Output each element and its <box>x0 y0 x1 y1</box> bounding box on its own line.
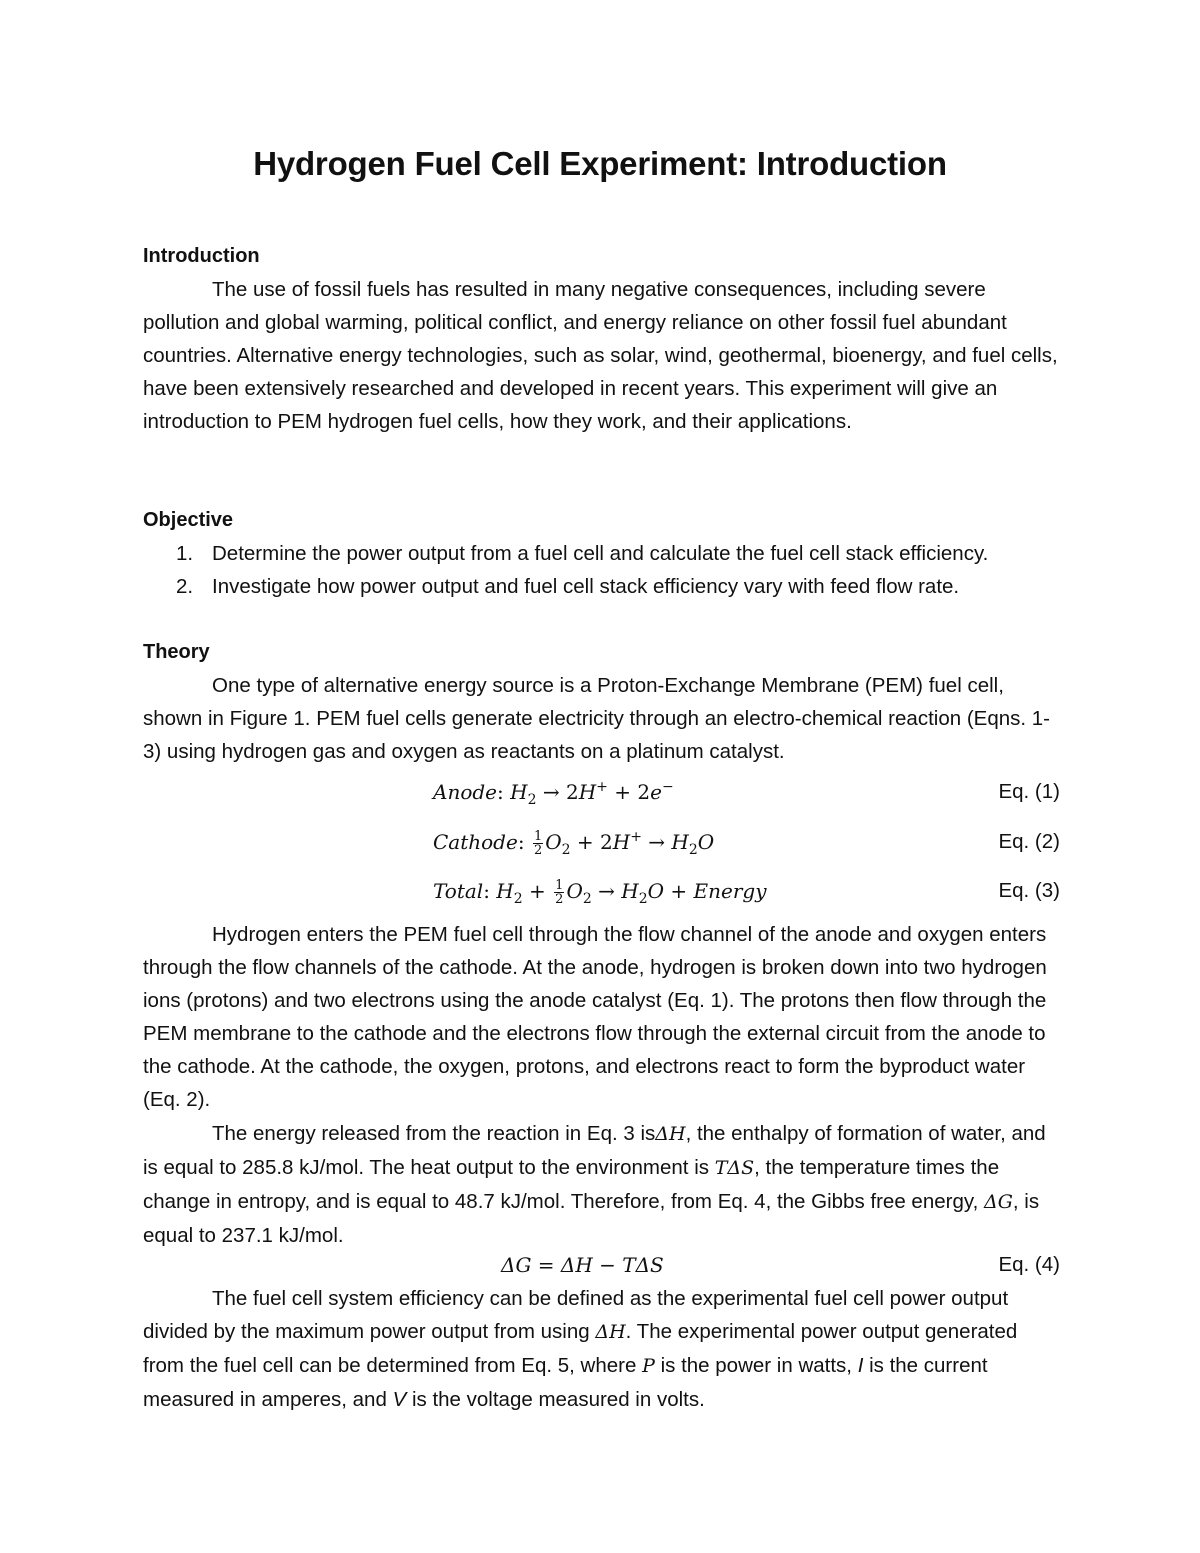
list-number: 2. <box>176 575 194 598</box>
list-number: 1. <box>176 542 194 565</box>
introduction-paragraph <box>143 273 1063 438</box>
equation-label: Eq. (3) <box>998 879 1060 902</box>
list-item <box>143 570 1063 603</box>
theory-text-2: Hydrogen enters the PEM fuel cell through the flow channel of the anode and oxygen enters through the flow channels of the cathode. At the anode, hydrogen is broken down into two hydrogen ions (protons) and two electrons using the anode catalyst (Eq. 1). The protons then flow through the PEM membrane to the cathode and the electrons flow through the external circuit from the anode to the cathode. At the cathode, the oxygen, protons, and electrons react to form the byproduct water (Eq. 2). <box>143 923 1047 1112</box>
introduction-heading: Introduction <box>143 245 260 267</box>
introduction-text: The use of fossil fuels has resulted in many negative consequences, including severe pollution and global warming, political conflict, and energy reliance on other fossil fuel abundant countries. Alternative energy technologies, such as solar, wind, geothermal, bioenergy, and fuel cells, have been extensively researched and developed in recent years. This experiment will give an introduction to PEM hydrogen fuel cells, how they work, and their applications. <box>143 278 1058 434</box>
list-item <box>143 537 1063 570</box>
voltage-symbol: V <box>392 1388 407 1412</box>
gibbs-equation: ΔG = ΔH − TΔS <box>501 1253 664 1277</box>
objective-list <box>143 537 1063 603</box>
equation-2 <box>143 827 1060 871</box>
list-text: Determine the power output from a fuel cell and calculate the fuel cell stack efficiency. <box>212 542 989 565</box>
theory-paragraph-1 <box>143 669 1063 768</box>
theory-heading: Theory <box>143 641 210 663</box>
equation-3 <box>143 876 1060 920</box>
total-equation: Total: $H_2$ + $\frac{1}{2}$ $O_2 \to H_2O$ + Energy <box>433 878 767 907</box>
equation-label: Eq. (2) <box>998 830 1060 853</box>
theory-paragraph-4: The fuel cell system efficiency can be defined as the experimental fuel cell power output divided by the maximum power output from using ΔH. The experimental power output generated from the fuel cell can be determined from Eq. 5, where P is the power in watts, I is the current measured in amperes, and V is the voltage measured in volts. <box>143 1287 1018 1412</box>
t-delta-s-symbol: TΔS <box>714 1157 755 1180</box>
objective-heading: Objective <box>143 509 234 531</box>
equation-label: Eq. (1) <box>998 780 1060 803</box>
cathode-equation: Cathode: $\frac{1}{2}$ $O_2 + 2H^+ \to H_2O$ <box>433 829 715 858</box>
anode-equation: Anode: $H_2 \to 2H^+ + 2e^-$ <box>433 779 674 808</box>
power-symbol: P <box>642 1355 655 1378</box>
theory-paragraph-2 <box>143 918 1063 1117</box>
delta-h-symbol: ΔH <box>655 1123 686 1145</box>
equation-label: Eq. (4) <box>998 1253 1060 1276</box>
delta-g-symbol: ΔG <box>983 1191 1013 1214</box>
equation-1 <box>143 777 1060 821</box>
delta-h-symbol: ΔH <box>595 1321 626 1344</box>
page-title: Hydrogen Fuel Cell Experiment: Introduction <box>253 145 947 182</box>
theory-paragraph-3: The energy released from the reaction in Eq. 3 isΔH, the enthalpy of formation of water, and is equal to 285.8 kJ/mol. The heat output to the environment is TΔS, the temperature times the change in entropy, and is equal to 48.7 kJ/mol. Therefore, from Eq. 4, the Gibbs free energy, ΔG, is equal to 237.1 kJ/mol. <box>143 1122 1046 1248</box>
list-text: Investigate how power output and fuel cell stack efficiency vary with feed flow rate. <box>212 575 960 598</box>
current-symbol: I <box>857 1354 864 1378</box>
theory-text-1: One type of alternative energy source is a Proton-Exchange Membrane (PEM) fuel cell, shown in Figure 1. PEM fuel cells generate electricity through an electro-chemical reaction (Eqns. 1-3) using hydrogen gas and oxygen as reactants on a platinum catalyst. <box>143 674 1050 764</box>
